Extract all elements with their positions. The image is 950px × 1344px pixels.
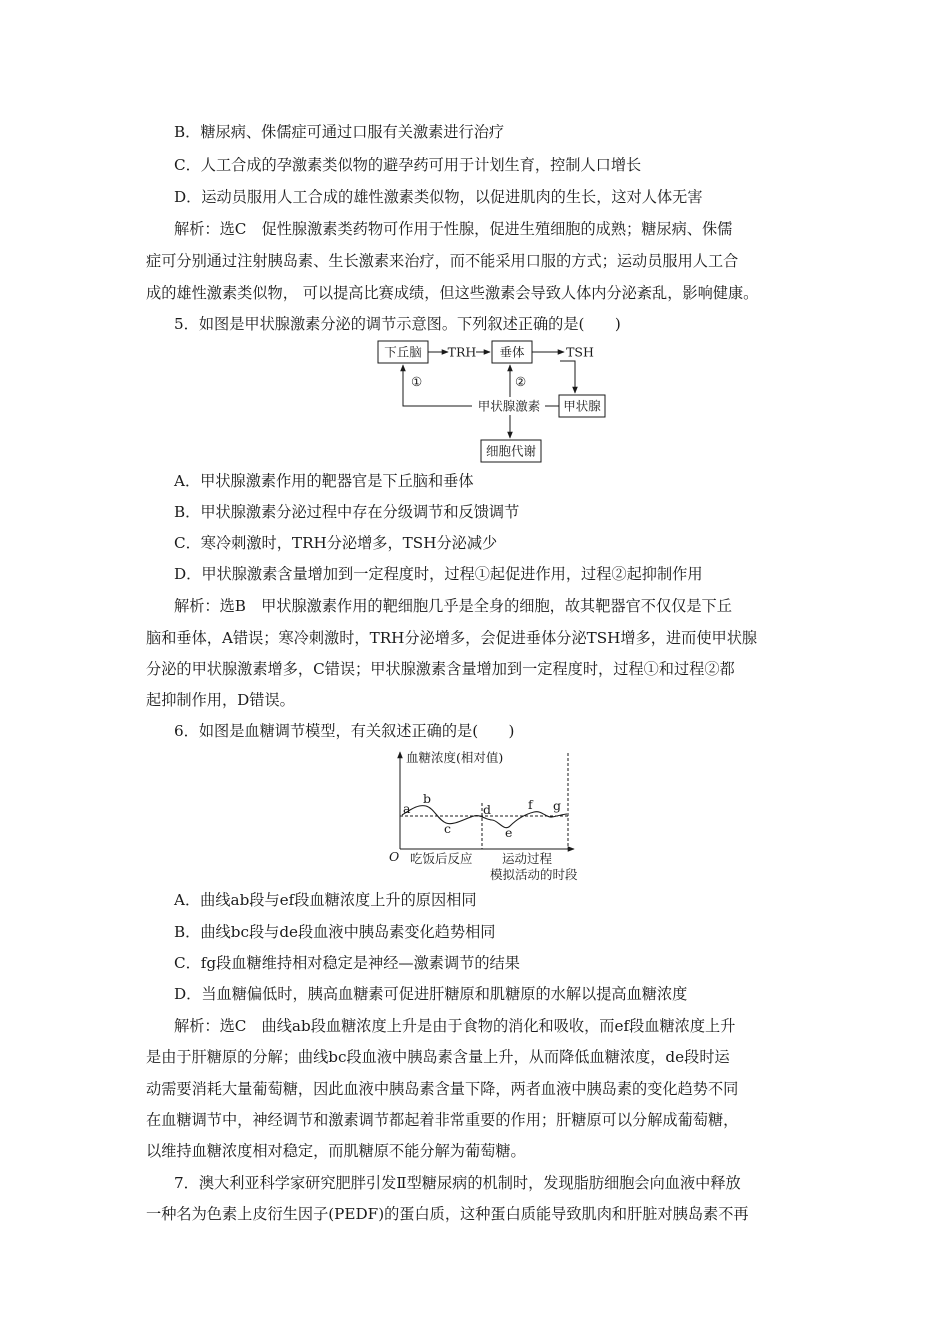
hormone-label: 甲状腺激素 [477, 398, 541, 414]
q6-option-c: C．fg段血糖维持相对稳定是神经—激素调节的结果 [174, 954, 520, 972]
q5-option-a: A．甲状腺激素作用的靶器官是下丘脑和垂体 [174, 472, 474, 490]
chart-y-label: 血糖浓度(相对值) [406, 750, 504, 765]
q7-stem-line: 一种名为色素上皮衍生因子(PEDF)的蛋白质，这种蛋白质能导致肌肉和肝脏对胰岛素不再 [146, 1205, 749, 1223]
point-b-label: b [423, 791, 432, 806]
q6-stem: 6．如图是血糖调节模型，有关叙述正确的是( ) [174, 722, 515, 740]
q5-option-c: C．寒冷刺激时，TRH分泌增多，TSH分泌减少 [174, 534, 498, 552]
point-a-label: a [403, 801, 411, 816]
pituitary-label: 垂体 [499, 344, 525, 360]
point-f-label: f [528, 797, 533, 812]
q5-option-b: B．甲状腺激素分泌过程中存在分级调节和反馈调节 [174, 503, 520, 521]
point-g-label: g [553, 798, 562, 813]
metabolism-label: 细胞代谢 [485, 443, 537, 459]
q5-analysis-line: 分泌的甲状腺激素增多，C错误；甲状腺激素含量增加到一定程度时，过程①和过程②都 [146, 660, 735, 678]
q5-analysis-line: 解析：选B 甲状腺激素作用的靶细胞几乎是全身的细胞，故其靶器官不仅仅是下丘 [174, 597, 732, 615]
blood-glucose-chart [380, 748, 590, 884]
q4-option-d: D．运动员服用人工合成的雄性激素类似物，以促进肌肉的生长，这对人体无害 [174, 188, 703, 206]
q4-option-b: B．糖尿病、侏儒症可通过口服有关激素进行治疗 [174, 123, 505, 141]
point-d-label: d [483, 802, 492, 817]
phase-2-label: 运动过程 [502, 851, 553, 866]
q4-analysis-line: 解析：选C 促性腺激素类药物可作用于性腺，促进生殖细胞的成熟；糖尿病、侏儒 [174, 220, 733, 238]
thyroid-regulation-diagram [370, 337, 620, 464]
q5-analysis-line: 起抑制作用，D错误。 [146, 691, 295, 709]
q6-option-d: D．当血糖偏低时，胰高血糖素可促进肝糖原和肌糖原的水解以提高血糖浓度 [174, 985, 688, 1003]
q6-analysis-line: 动需要消耗大量葡萄糖，因此血液中胰岛素含量下降，两者血液中胰岛素的变化趋势不同 [146, 1080, 739, 1098]
q6-option-a: A．曲线ab段与ef段血糖浓度上升的原因相同 [174, 891, 477, 909]
trh-label: TRH [447, 344, 477, 360]
q4-analysis-line: 症可分别通过注射胰岛素、生长激素来治疗，而不能采用口服的方式；运动员服用人工合 [146, 252, 739, 270]
q5-analysis-line: 脑和垂体，A错误；寒冷刺激时，TRH分泌增多，会促进垂体分泌TSH增多，进而使甲状腺 [146, 629, 758, 647]
q6-analysis-line: 以维持血糖浓度相对稳定，而肌糖原不能分解为葡萄糖。 [146, 1142, 526, 1160]
phase-1-label: 吃饭后反应 [410, 851, 473, 866]
chart-x-label: 模拟活动的时段 [490, 867, 578, 882]
path-1-label: ① [411, 374, 423, 389]
tsh-label: TSH [566, 344, 594, 360]
q7-stem-line: 7．澳大利亚科学家研究肥胖引发Ⅱ型糖尿病的机制时，发现脂肪细胞会向血液中释放 [174, 1174, 741, 1192]
thyroid-label: 甲状腺 [563, 398, 601, 414]
q6-analysis-line: 是由于肝糖原的分解；曲线bc段血液中胰岛素含量上升，从而降低血糖浓度，de段时运 [146, 1048, 730, 1066]
q5-stem: 5．如图是甲状腺激素分泌的调节示意图。下列叙述正确的是( ) [174, 315, 621, 333]
q4-analysis-line: 成的雄性激素类似物， 可以提高比赛成绩，但这些激素会导致人体内分泌紊乱，影响健康。 [146, 284, 759, 302]
arrow-tsh-thyroid [560, 361, 575, 393]
hypothalamus-label: 下丘脑 [384, 344, 422, 360]
point-e-label: e [505, 825, 513, 840]
chart-origin: O [389, 849, 400, 864]
q6-analysis-line: 在血糖调节中，神经调节和激素调节都起着非常重要的作用；肝糖原可以分解成葡萄糖， [146, 1111, 739, 1129]
q5-option-d: D．甲状腺激素含量增加到一定程度时，过程①起促进作用，过程②起抑制作用 [174, 565, 703, 583]
q6-analysis-line: 解析：选C 曲线ab段血糖浓度上升是由于食物的消化和吸收，而ef段血糖浓度上升 [174, 1017, 736, 1035]
q6-option-b: B．曲线bc段与de段血液中胰岛素变化趋势相同 [174, 923, 496, 941]
path-2-label: ② [515, 374, 527, 389]
point-c-label: c [444, 821, 452, 836]
q4-option-c: C．人工合成的孕激素类似物的避孕药可用于计划生育，控制人口增长 [174, 156, 642, 174]
